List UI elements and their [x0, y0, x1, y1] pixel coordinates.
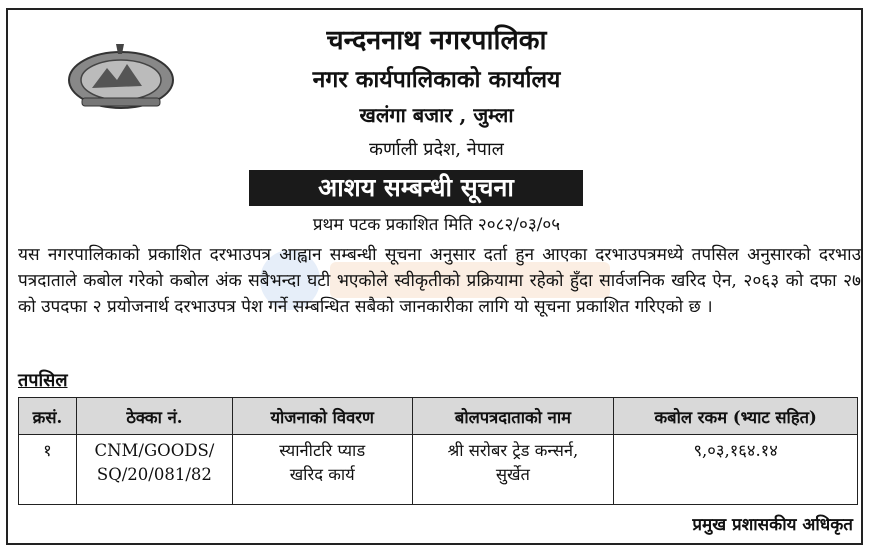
cell-amount: ९,०३,१६४.१४	[614, 435, 858, 505]
signatory: प्रमुख प्रशासकीय अधिकृत	[692, 515, 853, 535]
description-line-2: खरिद कार्य	[289, 465, 355, 484]
municipality-name: चन्दननाथ नगरपालिका	[326, 25, 547, 56]
cell-bidder	[412, 435, 614, 505]
notice-title-banner: आशय सम्बन्धी सूचना	[249, 170, 583, 206]
description-line-1: स्यानीटरि प्याड	[279, 441, 366, 460]
col-header-contract: ठेक्का नं.	[76, 398, 232, 435]
table-row	[19, 435, 858, 505]
col-header-amount: कबोल रकम (भ्याट सहित)	[614, 398, 858, 435]
province-country: कर्णाली प्रदेश, नेपाल	[369, 139, 504, 160]
col-header-sn: क्रसं.	[19, 398, 77, 435]
col-header-bidder: बोलपत्रदाताको नाम	[412, 398, 614, 435]
table-header-row	[19, 398, 858, 435]
cell-contract	[76, 435, 232, 505]
publish-date: प्रथम पटक प्रकाशित मिति २०८२/०३/०५	[312, 215, 561, 235]
section-label: तपसिल	[18, 370, 68, 391]
bidder-line-2: सुर्खेत	[495, 465, 530, 484]
col-header-description: योजनाको विवरण	[232, 398, 412, 435]
notice-body: यस नगरपालिकाको प्रकाशित दरभाउपत्र आह्वान सम्बन्धी सूचना अनुसार दर्ता हुन आएका दरभाउपत्रमध्ये तपसिल अनुसारको दरभाउ पत्रदाताले कबोल गरेको कबोल अंक सबैभन्दा घटी भएकोले स्वीकृतीको प्रक्रियामा रहेको हुँदा सार्वजनिक खरिद ऐन, २०६३ को दफा २७ को उपदफा २ प्रयोजनार्थ दरभाउपत्र पेश गर्ने सम्बन्धित सबैको जानकारीका लागि यो सूचना प्रकाशित गरिएको छ ।	[18, 245, 861, 317]
cell-description	[232, 435, 412, 505]
cell-sn: १	[19, 435, 77, 505]
contract-line-1: CNM/GOODS/	[94, 441, 215, 460]
contract-line-2: SQ/20/081/82	[96, 465, 212, 484]
office-location: खलंगा बजार , जुम्ला	[359, 103, 514, 127]
bidder-line-1: श्री सरोबर ट्रेड कन्सर्न,	[447, 441, 579, 460]
bid-table	[18, 397, 858, 505]
office-name: नगर कार्यपालिकाको कार्यालय	[312, 66, 561, 93]
